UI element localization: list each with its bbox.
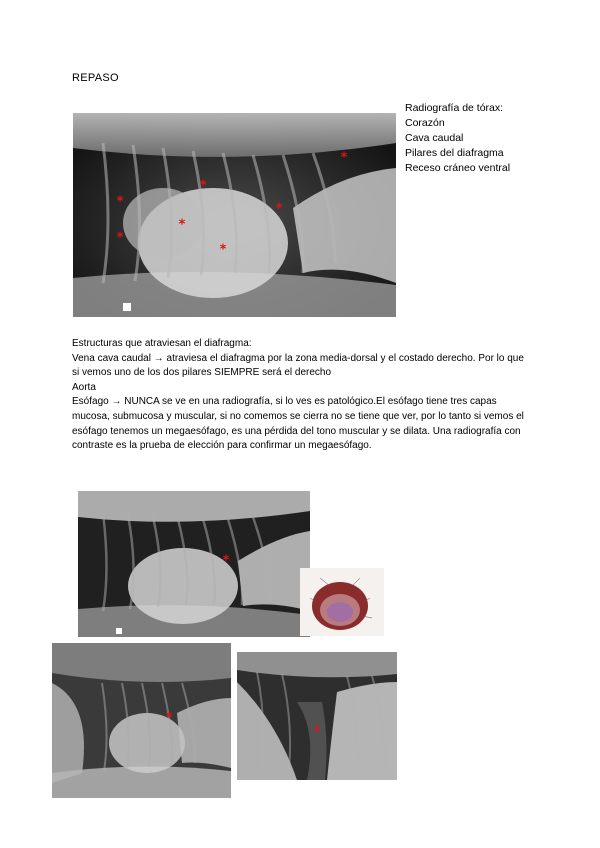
marker-pilar: * [275,201,283,217]
page-title: REPASO [72,72,119,84]
marker-corazon-2: * [219,242,227,258]
paragraph-aorta: Aorta [72,381,96,393]
marker-esofago-1: * [165,710,173,726]
thorax-radiograph-3 [52,643,231,798]
marker-cava-caudal: * [199,178,207,194]
paragraph-structures: Estructuras que atraviesan el diafragma: [72,338,252,349]
marker-craneo-ventral-2: * [116,230,124,246]
marker-corazon-1: * [178,217,186,233]
thorax-radiograph-2 [78,491,310,637]
marker-esofago-2: * [313,724,321,740]
marker-cava-dorsal: * [340,150,348,166]
thorax-radiograph-4 [237,652,397,780]
legend-item-pilares: Pilares del diafragma [405,147,504,159]
xray-label-mark [123,303,131,311]
legend-item-cava-caudal: Cava caudal [405,132,464,144]
paragraph-esofago: Esófago → NUNCA se ve en una radiografía, si lo ves es patológico.El esófago tiene tres capas mucosa, submucosa y muscular, si no comemos se cierra no se tiene que ver, por lo tanto si vemos el esófago tenemos un megaesófago, es una pérdida del tono muscular y se dilata. Una radiografía con contraste es la prueba de elección para confirmar un megaesófago. [72,396,524,452]
thorax-radiograph-3-drawing [52,643,231,798]
paragraph-cava: Vena cava caudal → atraviesa el diafragma por la zona media-dorsal y el costado derecho. Por lo que si vemos uno de los dos pilares SIEMPRE será el derecho [72,352,524,379]
legend-list [405,101,510,176]
thorax-radiograph-1 [73,113,396,317]
marker-craneo-ventral-1: * [116,194,124,210]
thorax-radiograph-2-drawing [78,491,310,637]
legend-heading: Radiografía de tórax: [405,102,504,114]
body-text [72,337,532,454]
thorax-radiograph-4-drawing [237,652,397,780]
legend-item-receso: Receso cráneo ventral [405,162,511,174]
diaphragm-section-illustration [300,568,384,636]
thorax-radiograph-1-drawing [73,113,396,317]
legend-item-corazon: Corazón [405,117,445,129]
diaphragm-section-drawing [300,568,384,636]
marker-pilar-2: * [222,553,230,569]
